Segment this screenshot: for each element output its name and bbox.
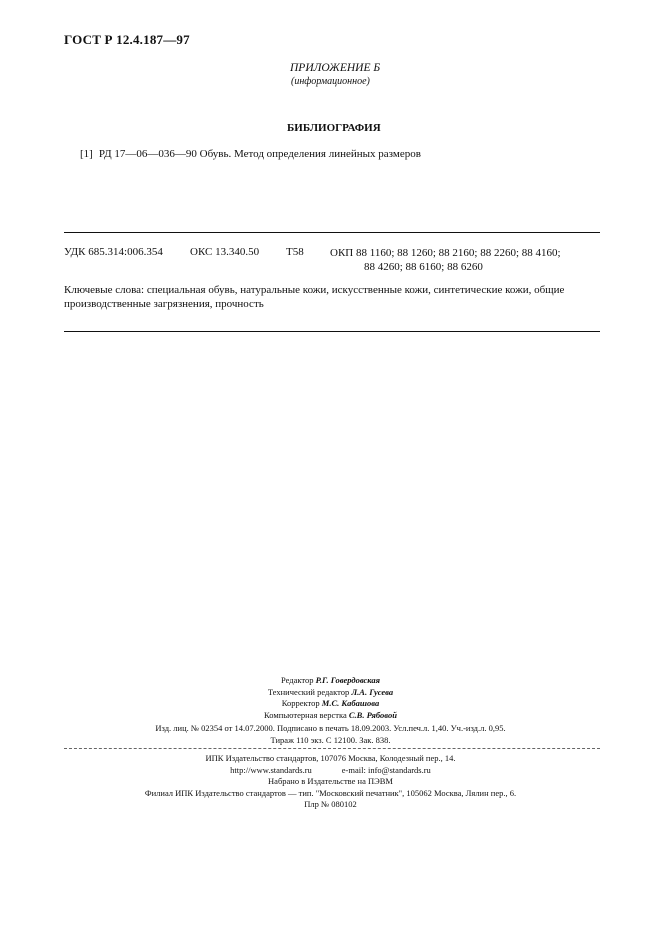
oks-code: ОКС 13.340.50 [190, 246, 260, 258]
layout-line [0, 710, 661, 722]
license-line: Изд. лиц. № 02354 от 14.07.2000. Подписано в печать 18.09.2003. Усл.печ.л. 1,40. Уч.-изд.л. 0,95. [155, 723, 506, 733]
bibliography-item [80, 148, 421, 160]
corrector-line [0, 698, 661, 710]
tech-editor-label: Технический редактор [267, 686, 350, 697]
publisher-address: ИПК Издательство стандартов, 107076 Москва, Колодезный пер., 14. [205, 753, 456, 763]
website: http://www.standards.ru [230, 764, 312, 775]
print-run-line: Тираж 110 экз. С 12100. Зак. 838. [270, 734, 391, 745]
bottom-divider [64, 331, 600, 332]
publisher-info [0, 753, 661, 811]
corrector-name: М.С. Кабашова [321, 698, 380, 708]
editor-line [0, 675, 661, 687]
standard-code: ГОСТ Р 12.4.187—97 [64, 32, 190, 47]
tech-editor-line [0, 687, 661, 699]
email: e-mail: info@standards.ru [341, 764, 431, 775]
editor-label: Редактор [280, 675, 314, 685]
contact-line [0, 765, 661, 777]
okp-codes [330, 246, 561, 274]
bibliography-item-number: [1] [80, 148, 93, 160]
layout-label: Компьютерная верстка [264, 709, 347, 720]
appendix-title: ПРИЛОЖЕНИЕ Б [290, 62, 381, 74]
colophon-divider [64, 748, 600, 749]
tech-editor-name: Л.А. Гусева [351, 686, 394, 697]
editor-name: Р.Г. Говердовская [315, 675, 381, 685]
okp-line-1: ОКП 88 1160; 88 1260; 88 2160; 88 2260; 88 4160; [330, 247, 561, 259]
corrector-label: Корректор [281, 698, 320, 708]
udk-code: УДК 685.314:006.354 [64, 246, 163, 258]
staff-credits [0, 675, 661, 721]
okp-line-2: 88 4260; 88 6160; 88 6260 [364, 261, 483, 273]
typeset-line: Набрано в Издательстве на ПЭВМ [268, 776, 393, 786]
t-code: Т58 [286, 246, 304, 258]
branch-line: Филиал ИПК Издательство стандартов — тип. "Московский печатник", 105062 Москва, Лялин пер., 6. [144, 787, 517, 798]
bibliography-item-text: РД 17—06—036—90 Обувь. Метод определения линейных размеров [98, 148, 421, 160]
top-divider [64, 232, 600, 233]
keywords: Ключевые слова: специальная обувь, натуральные кожи, искусственные кожи, синтетические кожи, общие производственные загрязнения, прочность [64, 284, 565, 310]
layout-name: С.В. Рябовой [348, 709, 397, 720]
bibliography-heading: БИБЛИОГРАФИЯ [287, 122, 381, 134]
plr-line: Плр № 080102 [304, 799, 357, 809]
publication-info [0, 723, 661, 746]
appendix-subtitle: (информационное) [291, 76, 370, 87]
